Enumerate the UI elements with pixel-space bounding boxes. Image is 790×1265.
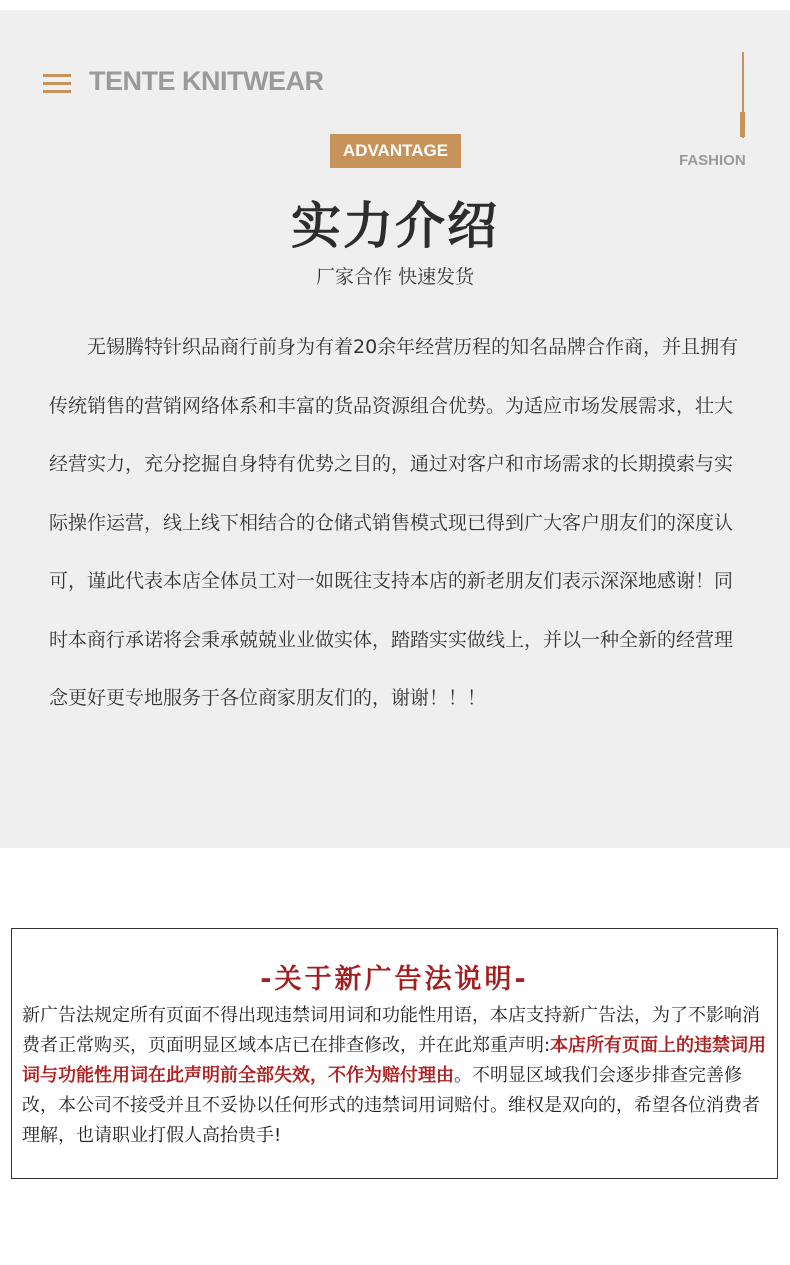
company-intro-paragraph: 无锡腾特针织品商行前身为有着20余年经营历程的知名品牌合作商，并且拥有传统销售的营销网络体系和丰富的货品资源组合优势。为适应市场发展需求，壮大经营实力，充分挖掘自身特有优势之目的，通过对客户和市场需求的长期摸索与实际操作运营，线上线下相结合的仓储式销售模式现已得到广大客户朋友们的深度认可，谨此代表本店全体员工对一如既往支持本店的新老朋友们表示深深地感谢！同时本商行承诺将会秉承兢兢业业做实体，踏踏实实做线上，并以一种全新的经营理念更好更专地服务于各位商家朋友们的，谢谢！！！ <box>49 336 739 709</box>
advantage-badge: ADVANTAGE <box>330 134 461 168</box>
decorative-line-accent <box>740 112 745 137</box>
notice-body <box>22 1001 770 1151</box>
section-subtitle: 厂家合作 快速发货 <box>315 266 475 288</box>
notice-text-part1: 新广告法规定所有页面不得出现违禁词用词和功能性用语，本店支持新广告法，为了不影响消费者正常购买，页面明显区域本店已在排查修改，并在此郑重声明: <box>22 1005 760 1056</box>
section-title: 实力介绍 <box>291 197 499 255</box>
notice-title: -关于新广告法说明- <box>260 964 529 995</box>
ad-law-notice-box <box>11 928 778 1179</box>
fashion-label: FASHION <box>679 152 746 169</box>
notice-emphasis-text: 本店所有页面上的违禁词用词与功能性用词在此声明前全部失效，不作为赔付理由 <box>22 1035 767 1086</box>
notice-text-part2: 。不明显区域我们会逐步排查完善修改，本公司不接受并且不妥协以任何形式的违禁词用词赔付。维权是双向的，希望各位消费者理解，也请职业打假人高抬贵手! <box>22 1065 760 1146</box>
hamburger-menu-icon <box>43 74 71 94</box>
brand-name: TENTE KNITWEAR <box>89 66 324 96</box>
